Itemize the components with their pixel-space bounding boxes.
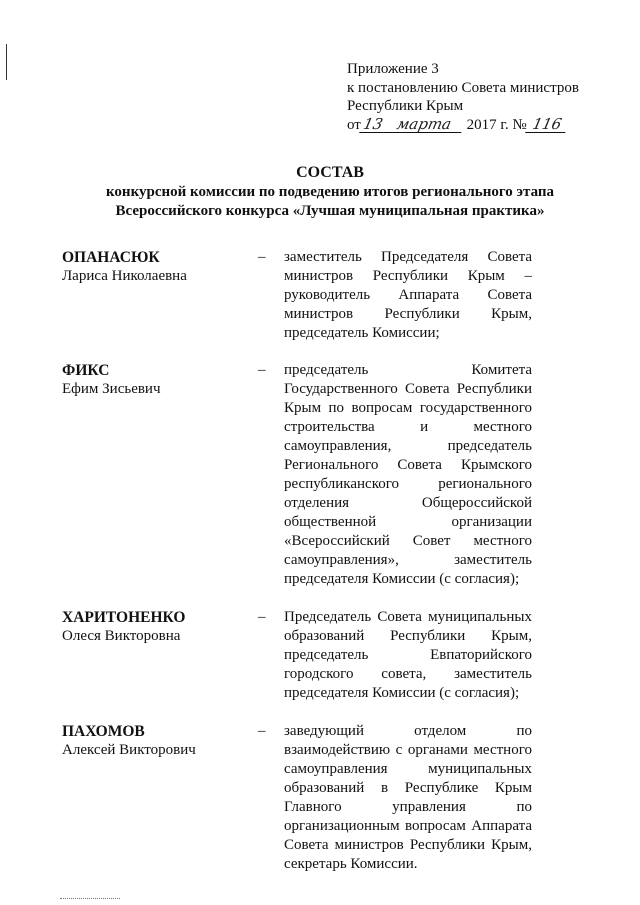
title-line-3: Всероссийского конкурса «Лучшая муниципальная практика» [115,203,545,219]
member-role: заведующий отделом по взаимодействию с органами местного самоуправления муниципальных образований в Республике Крым Главного управления по организационным вопросам Аппарата Совета министров Республики Крым, секретарь Комиссии. [284,723,532,872]
title-main: СОСТАВ [296,164,364,181]
appendix-reference-cont: Республики Крым [347,98,464,114]
member-role: Председатель Совета муниципальных образований Республики Крым, председатель Евпаторийского городского совета, заместитель председателя Комиссии (с согласия); [284,609,532,701]
member-person [62,361,258,589]
member-given-name: Ефим Зисьевич [62,381,161,397]
document-title [40,163,620,221]
member-row [62,361,542,589]
member-surname: ОПАНАСЮК [62,249,160,266]
margin-mark [6,44,7,80]
member-person [62,248,258,343]
member-surname: ФИКС [62,362,110,379]
members-list [62,248,542,874]
member-person [62,722,258,874]
member-dash: – [258,362,266,378]
member-row [62,722,542,874]
member-row [62,608,542,703]
appendix-header [347,60,627,134]
member-given-name: Алексей Викторович [62,742,196,758]
footer-dotted-line [60,898,120,900]
appendix-title: Приложение 3 [347,61,439,77]
year-text: 2017 г. № [466,116,527,133]
handwritten-month: марта [383,116,465,133]
member-given-name: Олеся Викторовна [62,628,181,644]
appendix-date-line [347,116,627,135]
member-person [62,608,258,703]
member-dash: – [258,249,266,265]
appendix-reference: к постановлению Совета министров [347,79,579,96]
title-line-2: конкурсной комиссии по подведению итогов регионального этапа [105,184,555,200]
member-surname: ПАХОМОВ [62,723,145,740]
member-role: заместитель Председателя Совета министров Республики Крым – руководитель Аппарата Совета министров Республики Крым, председатель Комиссии; [284,249,532,341]
handwritten-day: 13 [359,116,387,133]
member-dash: – [258,723,266,739]
member-row [62,248,542,343]
member-surname: ХАРИТОНЕНКО [62,609,186,626]
handwritten-number: 116 [525,116,569,133]
date-prefix: от [347,116,361,133]
member-role: председатель Комитета Государственного Совета Республики Крым по вопросам государственного строительства и местного самоуправления, председатель Регионального Совета Крымского республиканского регионального отделения Общероссийской общественной организации «Всероссийский Совет местного самоуправления», заместитель председателя Комиссии (с согласия); [284,362,532,587]
member-dash: – [258,609,266,625]
member-given-name: Лариса Николаевна [62,268,187,284]
